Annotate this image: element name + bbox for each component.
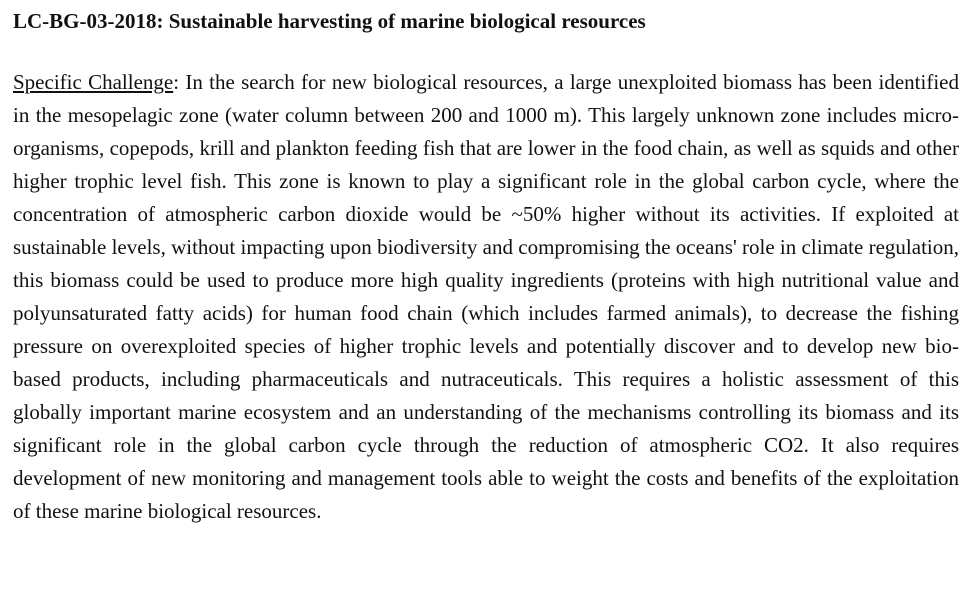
section-body: In the search for new biological resources, a large unexploited biomass has been identified in the mesopelagic zone (water column between 200 and 1000 m). This largely unknown zone includes micro-organisms, copepods, krill and plankton feeding fish that are lower in the food chain, as well as squids and other higher trophic level fish. This zone is known to play a significant role in the global carbon cycle, where the concentration of atmospheric carbon dioxide would be ~50% higher without its activities. If exploited at sustainable levels, without impacting upon biodiversity and compromising the oceans' role in climate regulation, this biomass could be used to produce more high quality ingredients (proteins with high nutritional value and polyunsaturated fatty acids) for human food chain (which includes farmed animals), to decrease the fishing pressure on overexploited species of higher trophic levels and potentially discover and to develop new bio-based products, including pharmaceuticals and nutraceuticals. This requires a holistic assessment of this globally important marine ecosystem and an understanding of the mechanisms controlling its biomass and its significant role in the global carbon cycle through the reduction of atmospheric CO2. It also requires development of new monitoring and management tools able to weight the costs and benefits of the exploitation of these marine biological resources. bbox=[13, 70, 959, 523]
document-page bbox=[13, 6, 959, 528]
document-title: LC-BG-03-2018: Sustainable harvesting of marine biological resources bbox=[13, 9, 646, 33]
section-label: Specific Challenge bbox=[13, 70, 174, 94]
specific-challenge-paragraph bbox=[13, 66, 959, 528]
section-separator: : bbox=[173, 70, 180, 94]
